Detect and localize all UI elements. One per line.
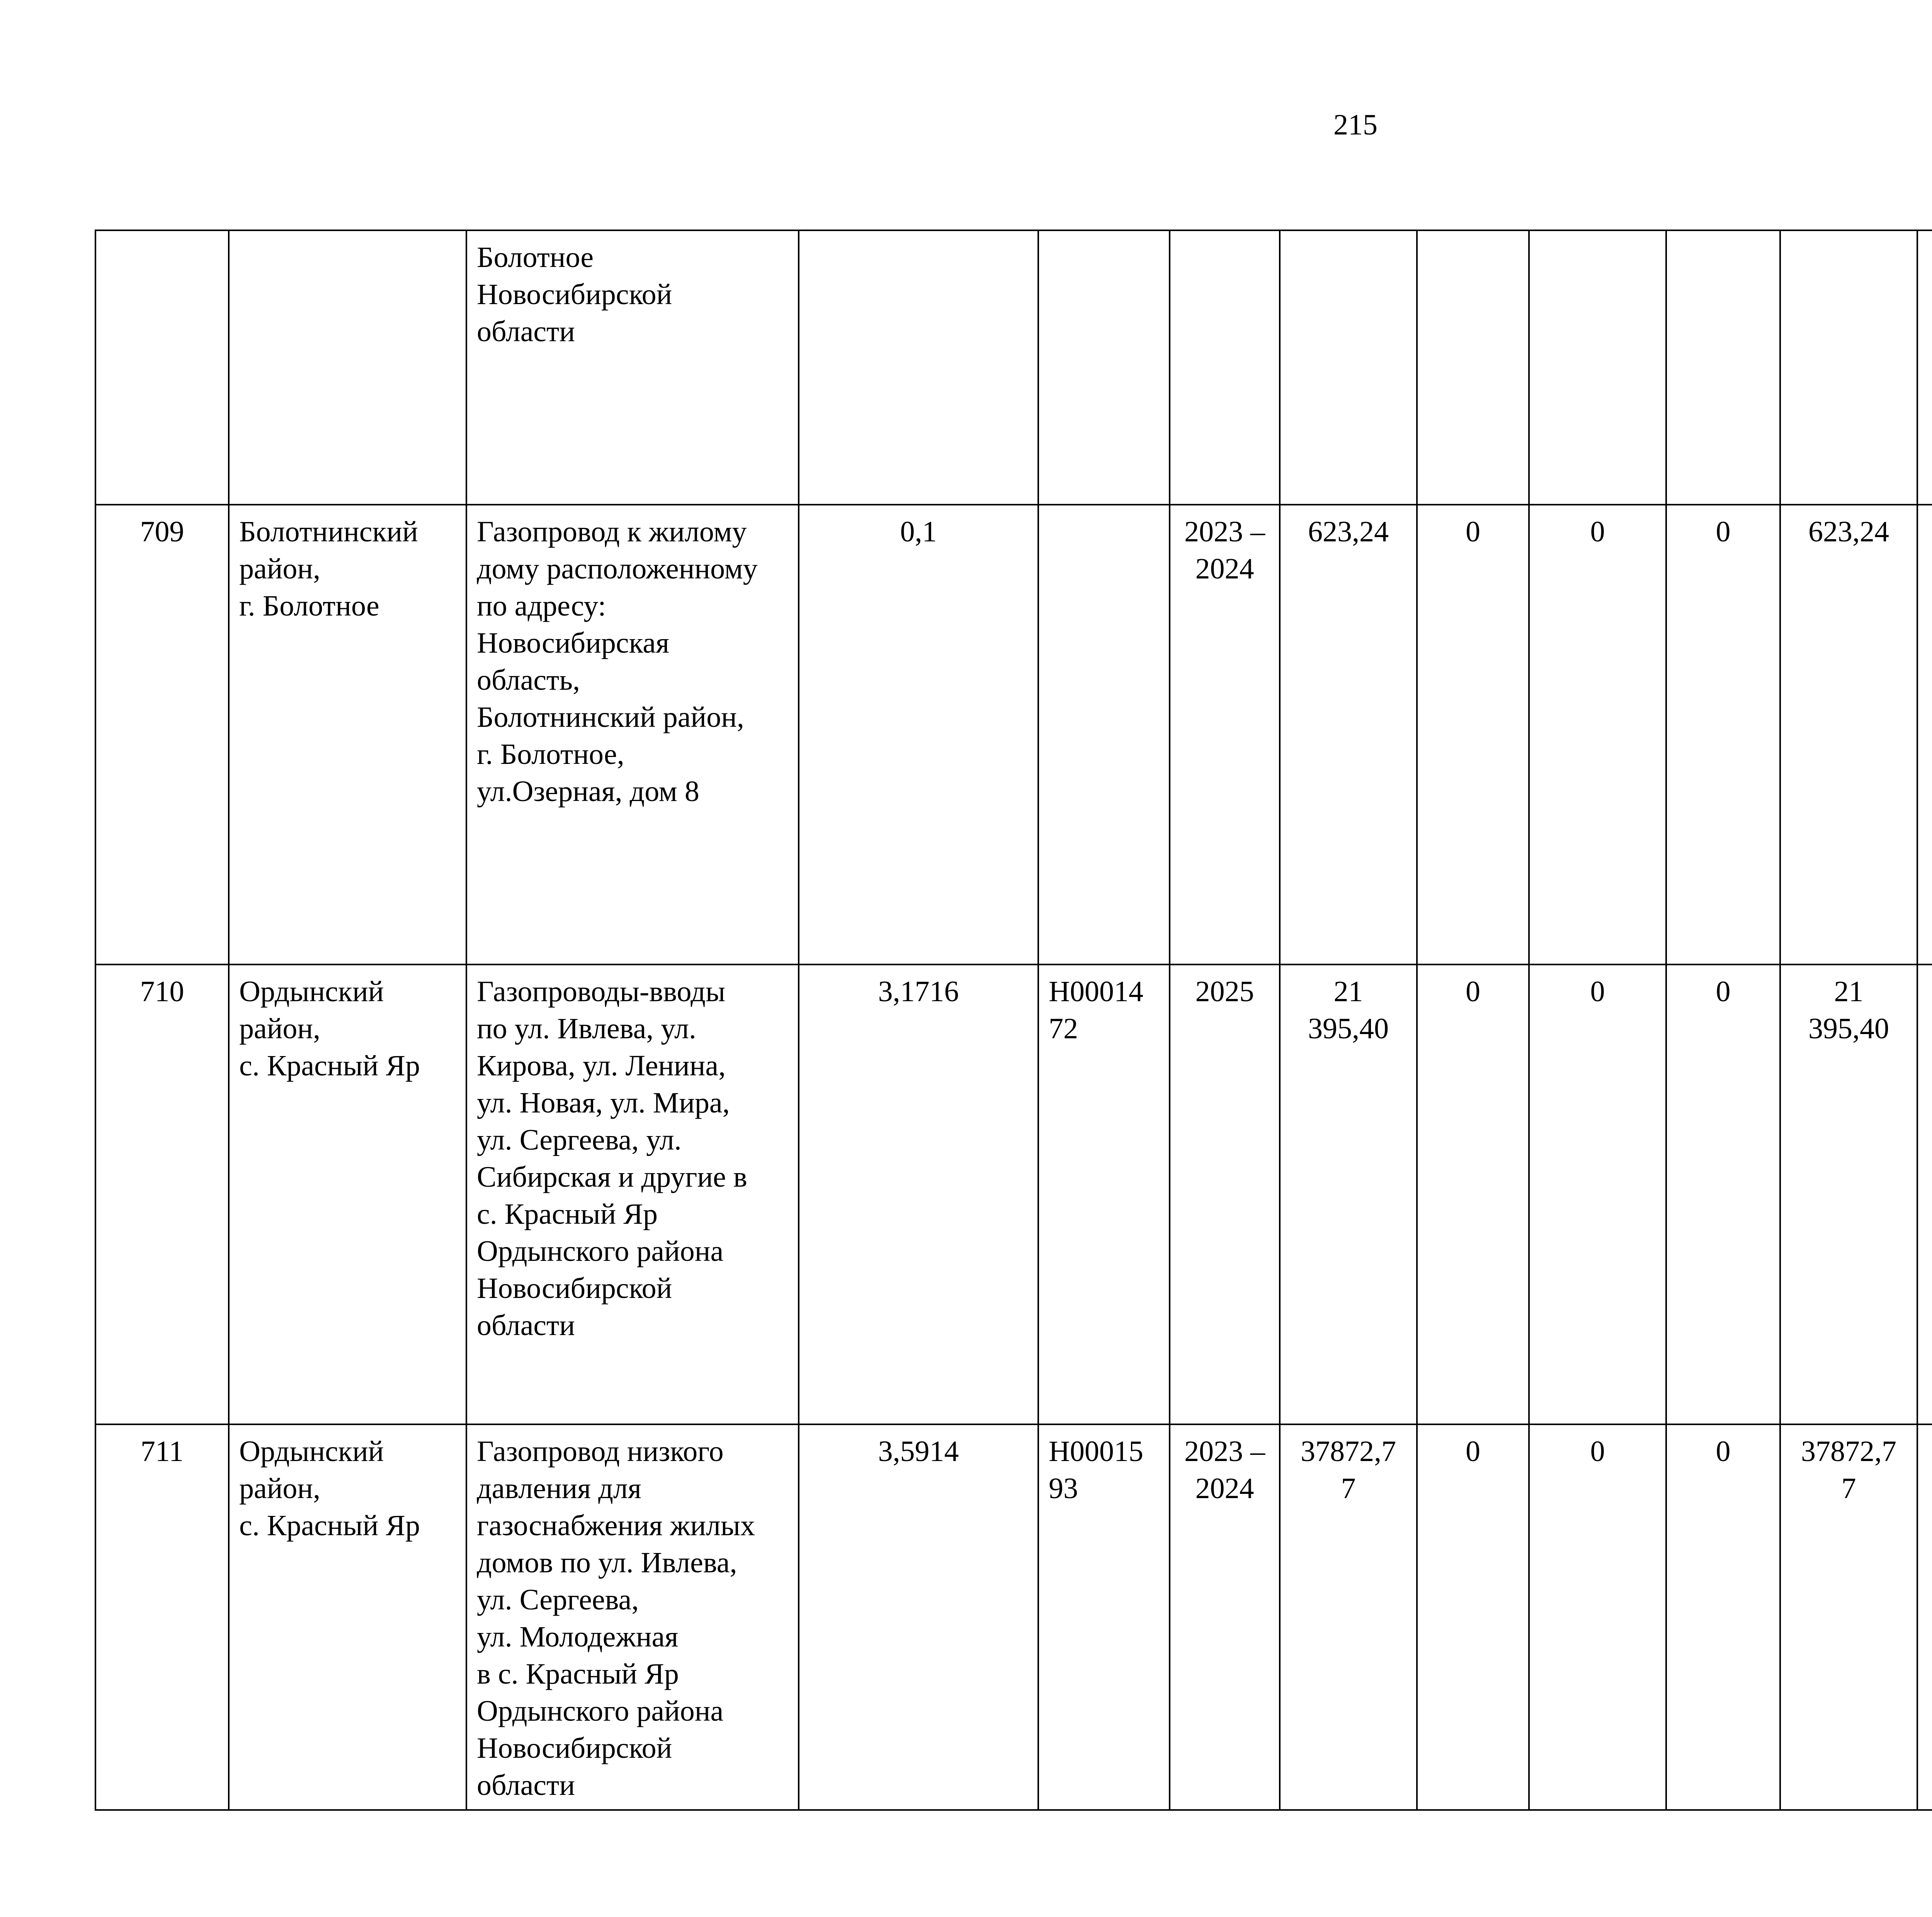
cell-total [1280,964,1417,1424]
cell-text-line: 37872,7 [1801,1435,1896,1468]
cell-object [466,1424,799,1810]
cell-text-line: ул. Новая, ул. Мира, [477,1087,730,1119]
cell-text-line: по адресу: [477,590,606,622]
cell-text-line: Новосибирской [477,1272,672,1305]
cell-text-line: 623,24 [1808,515,1889,548]
cell-text-line: 2025 [1195,975,1254,1008]
cell-text-line: домов по ул. Ивлева, [477,1546,737,1579]
cell-text-line: дому расположенному [477,553,758,585]
cell-text-line: 72 [1049,1012,1078,1045]
cell-v2: 0 [1529,1424,1666,1810]
cell-text-line: Н00015 [1049,1435,1143,1468]
cell-object [466,964,799,1424]
page-number: 215 [1333,109,1378,141]
cell-length [799,230,1038,505]
cell-years [1170,505,1280,964]
cell-v2: 0 [1529,964,1666,1424]
cell-text-line: Болотное [477,241,594,274]
cell-text-line: 2024 [1195,1472,1254,1505]
cell-code [1038,230,1170,505]
cell-text-line: ул.Озерная, дом 8 [477,775,699,808]
cell-text-line [1928,587,1932,624]
cell-v1: 0 [1417,964,1529,1424]
cell-text-line [1928,1047,1932,1084]
cell-text-line: Газопровод низкого [477,1435,724,1468]
cell-text-line: Новосибирской [477,278,672,311]
cell-text-line [1928,1470,1932,1507]
cell-text-line: Газопроводы-вводы [477,975,726,1008]
cell-code [1038,1424,1170,1810]
cell-text-line: Ордынского района [477,1235,724,1267]
cell-text-line: Кирова, ул. Ленина, [477,1050,726,1082]
table-row [95,1424,1932,1810]
cell-text-line: 395,40 [1308,1012,1389,1045]
cell-years [1170,230,1280,505]
cell-v1: 0 [1417,505,1529,964]
cell-text-line: район, [239,1012,321,1045]
cell-text-line: области [477,1309,575,1342]
cell-years [1170,1424,1280,1810]
cell-length: 0,1 [799,505,1038,964]
cell-text-line: 21 [1834,975,1864,1008]
cell-text-line [1928,1084,1932,1121]
cell-organization [1917,964,1932,1424]
cell-district [229,1424,466,1810]
cell-text-line [1928,1010,1932,1047]
cell-text-line: область, [477,664,580,696]
cell-text-line [1928,1507,1932,1544]
cell-num: 710 [95,964,229,1424]
cell-organization [1917,505,1932,964]
cell-text-line: 37872,7 [1301,1435,1396,1468]
cell-text-line: Ордынского района [477,1695,724,1727]
cell-text-line: 21 [1333,975,1363,1008]
cell-v4 [1780,230,1917,505]
table-row-continuation [95,230,1932,505]
cell-text-line: с. Красный Яр [239,1050,420,1082]
cell-district [229,964,466,1424]
cell-text-line: г. Болотное, [477,738,624,771]
cell-text-line: 93 [1049,1472,1078,1505]
cell-text-line: район, [239,553,321,585]
cell-text-line: Болотнинский район, [477,701,744,733]
cell-num [95,230,229,505]
cell-text-line: ул. Сергеева, [477,1584,639,1616]
cell-total [1280,505,1417,964]
cell-text-line: 7 [1841,1472,1856,1505]
cell-organization [1917,230,1932,505]
cell-text-line [1928,1544,1932,1581]
cell-length: 3,5914 [799,1424,1038,1810]
cell-num: 711 [95,1424,229,1810]
cell-text-line: области [477,1769,575,1801]
cell-object [466,230,799,505]
cell-text-line: г. Болотное [239,590,379,622]
cell-district [229,230,466,505]
cell-text-line: 623,24 [1308,515,1389,548]
cell-text-line: в с. Красный Яр [477,1658,679,1690]
cell-total [1280,1424,1417,1810]
cell-text-line: Новосибирской [477,1732,672,1764]
cell-length: 3,1716 [799,964,1038,1424]
cell-text-line: 2023 – [1184,515,1265,548]
cell-organization [1917,1424,1932,1810]
cell-v1 [1417,230,1529,505]
cell-v3: 0 [1666,505,1780,964]
cell-text-line: район, [239,1472,321,1505]
cell-text-line: по ул. Ивлева, ул. [477,1012,696,1045]
cell-district [229,505,466,964]
cell-v4 [1780,964,1917,1424]
cell-object [466,505,799,964]
cell-years [1170,964,1280,1424]
cell-v1: 0 [1417,1424,1529,1810]
table-row [95,505,1932,964]
cell-text-line [1928,513,1932,550]
cell-text-line [1928,550,1932,587]
table-row [95,964,1932,1424]
cell-text-line: Газопровод к жилому [477,515,747,548]
cell-text-line: Новосибирская [477,627,670,659]
cell-num: 709 [95,505,229,964]
cell-v3 [1666,230,1780,505]
cell-text-line: Ордынский [239,1435,384,1468]
cell-text-line [1928,973,1932,1010]
cell-v3: 0 [1666,1424,1780,1810]
cell-v2: 0 [1529,505,1666,964]
cell-text-line: газоснабжения жилых [477,1509,755,1542]
cell-v4 [1780,505,1917,964]
cell-text-line: 2024 [1195,553,1254,585]
cell-text-line: 7 [1341,1472,1356,1505]
cell-v3: 0 [1666,964,1780,1424]
cell-text-line: с. Красный Яр [477,1198,658,1230]
cell-v2 [1529,230,1666,505]
cell-v4 [1780,1424,1917,1810]
gasification-table [95,230,1932,1811]
cell-text-line: Ордынский [239,975,384,1008]
cell-total [1280,230,1417,505]
cell-text-line [1928,624,1932,662]
cell-text-line: области [477,315,575,348]
cell-text-line: с. Красный Яр [239,1509,420,1542]
cell-text-line: Н00014 [1049,975,1143,1008]
cell-text-line: 2023 – [1184,1435,1265,1468]
cell-text-line: Болотнинский [239,515,418,548]
cell-text-line: ул. Сергеева, ул. [477,1124,682,1156]
cell-code [1038,505,1170,964]
cell-text-line: ул. Молодежная [477,1621,679,1653]
cell-text-line [1928,1433,1932,1470]
cell-text-line: 395,40 [1808,1012,1889,1045]
cell-text-line: давления для [477,1472,641,1505]
table-body [95,230,1932,1810]
cell-code [1038,964,1170,1424]
cell-text-line: Сибирская и другие в [477,1161,747,1193]
